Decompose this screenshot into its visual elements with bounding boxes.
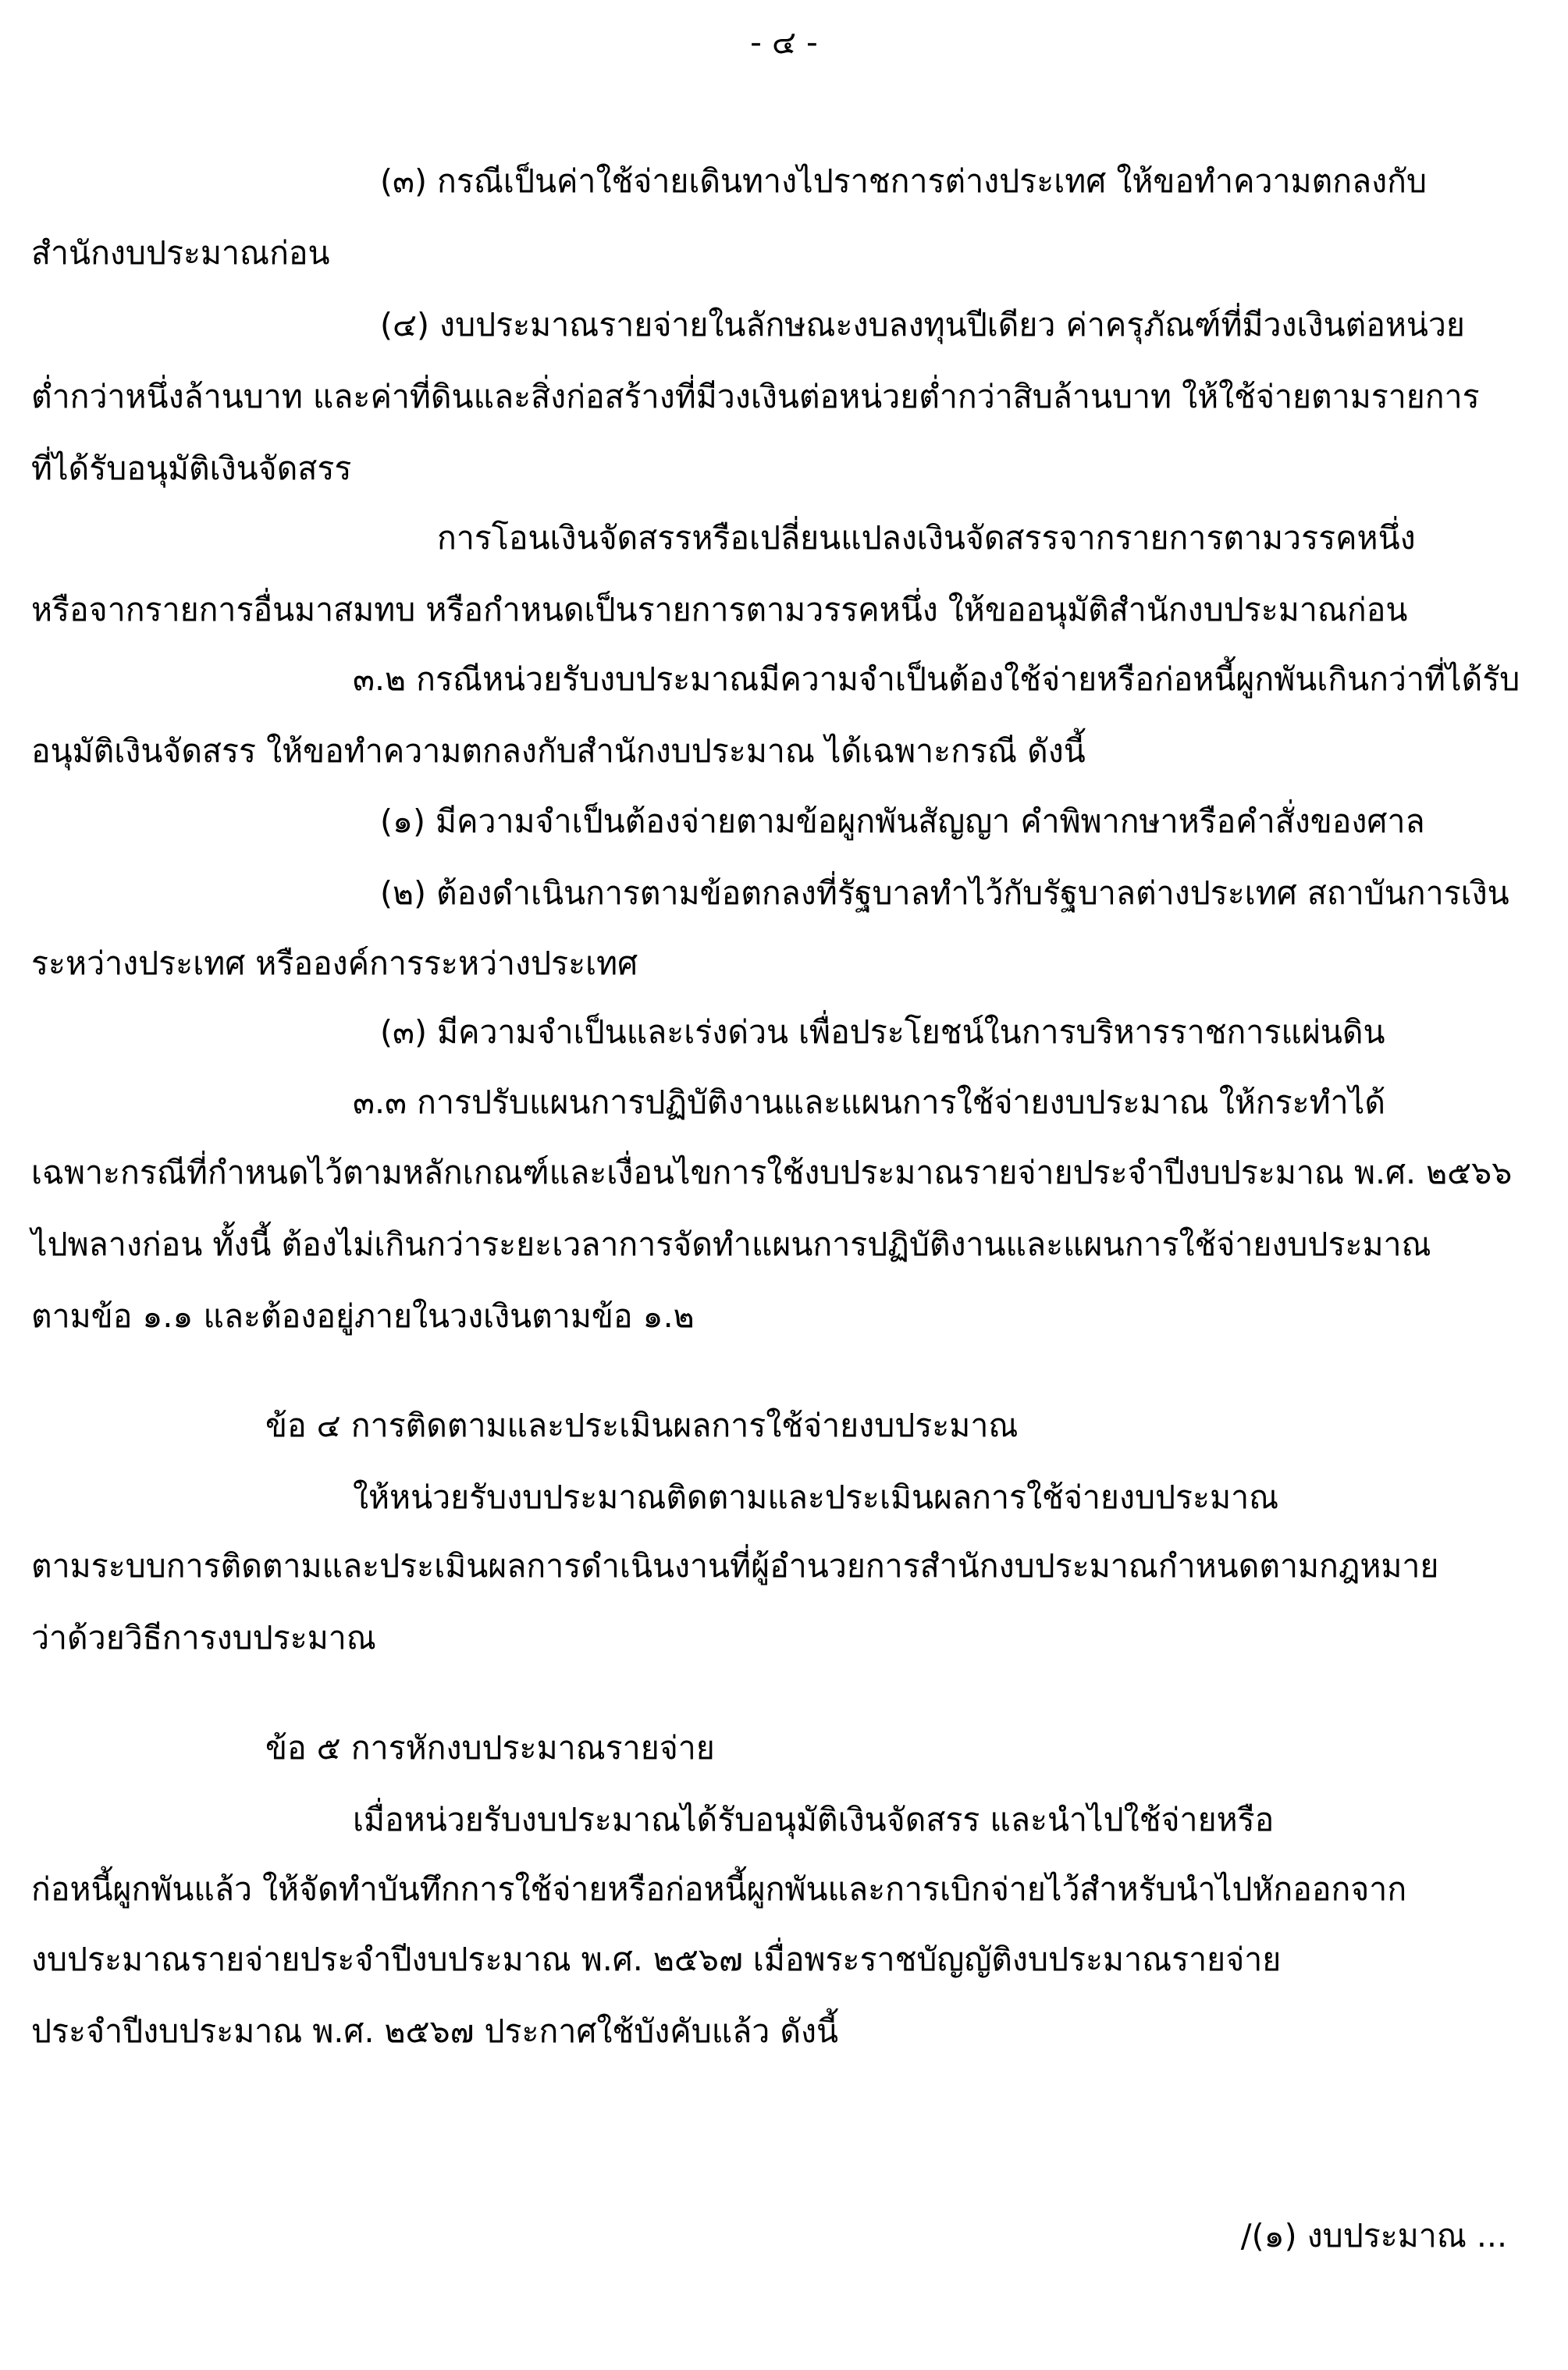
paragraph-line: (๔) งบประมาณรายจ่ายในลักษณะงบลงทุนปีเดียว ค่าครุภัณฑ์ที่มีวงเงินต่อหน่วย <box>380 306 1465 343</box>
paragraph-line: ให้หน่วยรับงบประมาณติดตามและประเมินผลการใช้จ่ายงบประมาณ <box>353 1479 1279 1516</box>
paragraph-line: การโอนเงินจัดสรรหรือเปลี่ยนแปลงเงินจัดสรรจากรายการตามวรรคหนึ่ง <box>437 519 1416 557</box>
paragraph-line: (๑) มีความจำเป็นต้องจ่ายตามข้อผูกพันสัญญา คำพิพากษาหรือคำสั่งของศาล <box>380 802 1425 840</box>
paragraph-line: ๓.๒ กรณีหน่วยรับงบประมาณมีความจำเป็นต้องใช้จ่ายหรือก่อหนี้ผูกพันเกินกว่าที่ได้รับ <box>353 660 1520 698</box>
section-heading: ข้อ ๕ การหักงบประมาณรายจ่าย <box>265 1729 715 1767</box>
paragraph-line: ก่อหนี้ผูกพันแล้ว ให้จัดทำบันทึกการใช้จ่ายหรือก่อหนี้ผูกพันและการเบิกจ่ายไว้สำหรับนำไปหักออกจาก <box>31 1870 1407 1908</box>
paragraph-line: (๓) มีความจำเป็นและเร่งด่วน เพื่อประโยชน์ในการบริหารราชการแผ่นดิน <box>380 1013 1385 1051</box>
paragraph-line: ว่าด้วยวิธีการงบประมาณ <box>31 1619 376 1657</box>
paragraph-line: อนุมัติเงินจัดสรร ให้ขอทำความตกลงกับสำนักงบประมาณ ได้เฉพาะกรณี ดังนี้ <box>31 732 1086 770</box>
paragraph-line: งบประมาณรายจ่ายประจำปีงบประมาณ พ.ศ. ๒๕๖๗ เมื่อพระราชบัญญัติงบประมาณรายจ่าย <box>31 1941 1282 1978</box>
paragraph-line: ๓.๓ การปรับแผนการปฏิบัติงานและแผนการใช้จ่ายงบประมาณ ให้กระทำได้ <box>353 1084 1385 1121</box>
paragraph-line: (๓) กรณีเป็นค่าใช้จ่ายเดินทางไปราชการต่างประเทศ ให้ขอทำความตกลงกับ <box>380 162 1428 200</box>
section-heading: ข้อ ๔ การติดตามและประเมินผลการใช้จ่ายงบประมาณ <box>265 1407 1019 1444</box>
paragraph-line: ที่ได้รับอนุมัติเงินจัดสรร <box>31 450 352 487</box>
paragraph-line: สำนักงบประมาณก่อน <box>31 234 330 272</box>
paragraph-line: เฉพาะกรณีที่กำหนดไว้ตามหลักเกณฑ์และเงื่อนไขการใช้งบประมาณรายจ่ายประจำปีงบประมาณ พ.ศ. ๒๕๖๖ <box>31 1154 1513 1191</box>
paragraph-line: ประจำปีงบประมาณ พ.ศ. ๒๕๖๗ ประกาศใช้บังคับแล้ว ดังนี้ <box>31 2012 839 2050</box>
page-number: - ๔ - <box>750 23 818 61</box>
paragraph-line: (๒) ต้องดำเนินการตามข้อตกลงที่รัฐบาลทำไว้กับรัฐบาลต่างประเทศ สถาบันการเงิน <box>380 874 1509 912</box>
paragraph-line: หรือจากรายการอื่นมาสมทบ หรือกำหนดเป็นรายการตามวรรคหนึ่ง ให้ขออนุมัติสำนักงบประมาณก่อน <box>31 591 1408 628</box>
paragraph-line: ตามระบบการติดตามและประเมินผลการดำเนินงานที่ผู้อำนวยการสำนักงบประมาณกำหนดตามกฎหมาย <box>31 1547 1439 1585</box>
paragraph-line: เมื่อหน่วยรับงบประมาณได้รับอนุมัติเงินจัดสรร และนำไปใช้จ่ายหรือ <box>353 1801 1275 1838</box>
paragraph-line: ต่ำกว่าหนึ่งล้านบาท และค่าที่ดินและสิ่งก่อสร้างที่มีวงเงินต่อหน่วยต่ำกว่าสิบล้านบาท ให้ใช้จ่ายตามรายการ <box>31 378 1480 415</box>
paragraph-line: ตามข้อ ๑.๑ และต้องอยู่ภายในวงเงินตามข้อ ๑.๒ <box>31 1297 695 1335</box>
paragraph-line: ระหว่างประเทศ หรือองค์การระหว่างประเทศ <box>31 945 638 982</box>
continuation-footer: /(๑) งบประมาณ ... <box>1240 2217 1507 2254</box>
paragraph-line: ไปพลางก่อน ทั้งนี้ ต้องไม่เกินกว่าระยะเวลาการจัดทำแผนการปฏิบัติงานและแผนการใช้จ่ายงบประมาณ <box>31 1226 1431 1263</box>
